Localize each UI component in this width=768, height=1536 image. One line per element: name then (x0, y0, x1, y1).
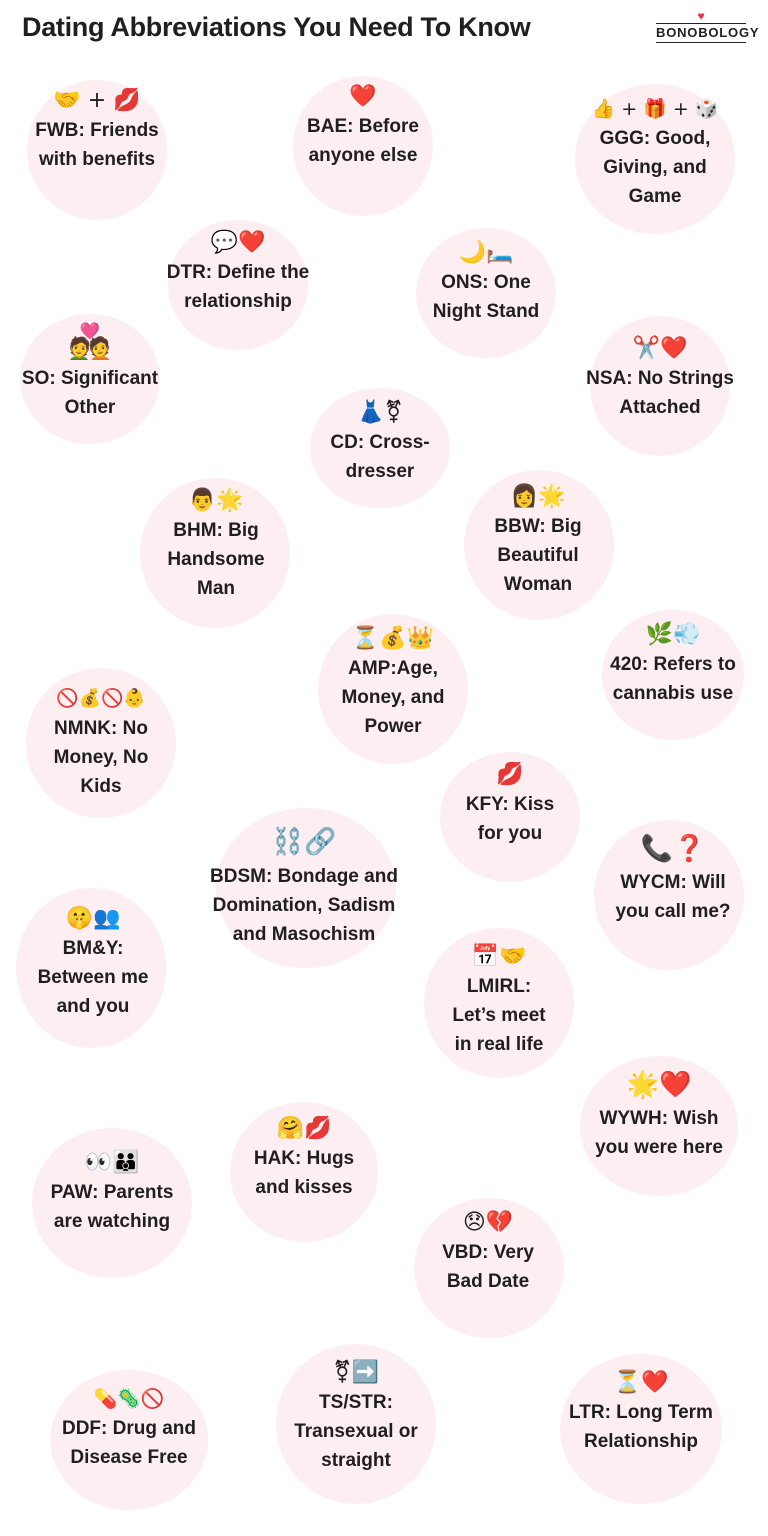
chain-link-icons: ⛓️🔗 (271, 827, 337, 857)
kiss-lips-icon: 💋 (496, 762, 524, 787)
abbrev-item-kfy (448, 760, 572, 848)
abbrev-label: LTR: Long Term Relationship (569, 1402, 713, 1452)
no-money-no-kids-icons: 🚫💰🚫👶 (56, 688, 146, 709)
shush-people-icons: 🤫👥 (65, 906, 121, 931)
brand-logo (656, 9, 760, 50)
abbrev-item-dtr (160, 228, 316, 316)
abbrev-item-lmirl (436, 942, 562, 1059)
abbrev-label: GGG: Good, Giving, and Game (599, 128, 711, 207)
abbrev-item-bdsm (206, 822, 402, 949)
abbrev-item-ggg (570, 94, 740, 211)
abbrev-item-ons (410, 238, 562, 326)
abbrev-item-nsa (582, 334, 738, 422)
man-star-icons: 👨🌟 (188, 488, 244, 513)
abbrev-label: HAK: Hugs and kisses (253, 1148, 355, 1198)
star-heart-icons: 🌟❤️ (626, 1070, 692, 1100)
abbrev-label: PAW: Parents are watching (50, 1182, 174, 1232)
pill-virus-no-icons: 💊🦠🚫 (93, 1388, 165, 1410)
phone-question-icons: 📞❓ (640, 834, 706, 864)
abbrev-label: AMP:Age, Money, and Power (341, 658, 445, 737)
abbrev-item-paw (42, 1148, 182, 1236)
abbrev-item-420 (598, 620, 748, 708)
abbrev-item-wycm (606, 830, 740, 926)
abbrev-label: FWB: Friends with benefits (35, 120, 159, 170)
abbrev-label: KFY: Kiss for you (465, 794, 555, 844)
abbrev-label: ONS: One Night Stand (432, 272, 540, 322)
abbrev-item-ltr (562, 1368, 720, 1456)
abbrev-item-nmnk (38, 684, 164, 801)
abbrev-item-ddf (56, 1384, 202, 1472)
abbrev-item-so (14, 320, 166, 422)
heart-icon: ♥ (697, 9, 705, 23)
abbrev-label: 420: Refers to cannabis use (610, 654, 736, 704)
abbrev-item-hak (240, 1114, 368, 1202)
abbrev-item-vbd (430, 1208, 546, 1296)
abbrev-item-fwb (22, 86, 172, 174)
abbrev-label: DTR: Define the relationship (166, 262, 310, 312)
abbrev-label: BDSM: Bondage and Domination, Sadism and Masochism (210, 866, 398, 945)
abbrev-label: SO: Significant Other (21, 368, 159, 418)
abbrev-label: WYCM: Will you call me? (615, 872, 731, 922)
moon-bed-icons: 🌙🛏️ (458, 240, 514, 265)
abbrev-item-wywh (586, 1066, 732, 1162)
abbrev-label: WYWH: Wish you were here (595, 1108, 723, 1158)
dress-gender-icons: 👗⚧ (357, 400, 403, 425)
abbrev-item-bae (288, 82, 438, 170)
gender-arrow-icons: ⚧➡️ (333, 1360, 379, 1385)
abbrev-label: BM&Y: Between me and you (37, 938, 149, 1017)
calendar-handshake-icons: 📅🤝 (471, 944, 527, 969)
abbrev-label: BHM: Big Handsome Man (167, 520, 265, 599)
hourglass-heart-icons: ⏳❤️ (613, 1370, 669, 1395)
abbrev-label: NSA: No Strings Attached (586, 368, 734, 418)
hourglass-money-crown-icons: ⏳💰👑 (351, 626, 435, 651)
abbrev-label: VBD: Very Bad Date (442, 1242, 534, 1292)
abbrev-label: TS/STR: Transexual or straight (294, 1392, 418, 1471)
couple-heart-icon: 💑 (68, 322, 112, 362)
abbrev-label: BBW: Big Beautiful Woman (494, 516, 582, 595)
abbrev-item-cd (318, 398, 442, 486)
logo-text: BONOBOLOGY (656, 23, 746, 43)
hug-kiss-icons: 🤗💋 (276, 1116, 332, 1141)
speech-heart-icons: 💬❤️ (210, 230, 266, 255)
abbrev-label: LMIRL: Let’s meet in real life (452, 976, 546, 1055)
scissors-heart-icons: ✂️❤️ (632, 336, 688, 361)
herb-smoke-icons: 🌿💨 (645, 622, 701, 647)
sad-broken-heart-icons: 😞💔 (462, 1210, 514, 1235)
eyes-family-icons: 👀👪 (84, 1150, 140, 1175)
abbrev-label: BAE: Before anyone else (307, 116, 419, 166)
thumb-gift-dice-icons: 👍 + 🎁 + 🎲 (591, 98, 719, 120)
abbrev-label: CD: Cross- dresser (330, 432, 430, 482)
abbrev-item-amp (326, 624, 460, 741)
abbrev-label: DDF: Drug and Disease Free (61, 1418, 197, 1468)
abbrev-item-bmy (30, 904, 156, 1021)
abbrev-item-bbw (476, 482, 600, 599)
abbrev-item-bhm (150, 486, 282, 603)
abbrev-item-tsstr (288, 1358, 424, 1475)
heart-icon: ❤️ (349, 84, 377, 109)
page-title: Dating Abbreviations You Need To Know (22, 12, 531, 42)
handshake-kiss-icons: 🤝 + 💋 (53, 88, 141, 113)
woman-star-icons: 👩🌟 (510, 484, 566, 509)
abbrev-label: NMNK: No Money, No Kids (53, 718, 149, 797)
